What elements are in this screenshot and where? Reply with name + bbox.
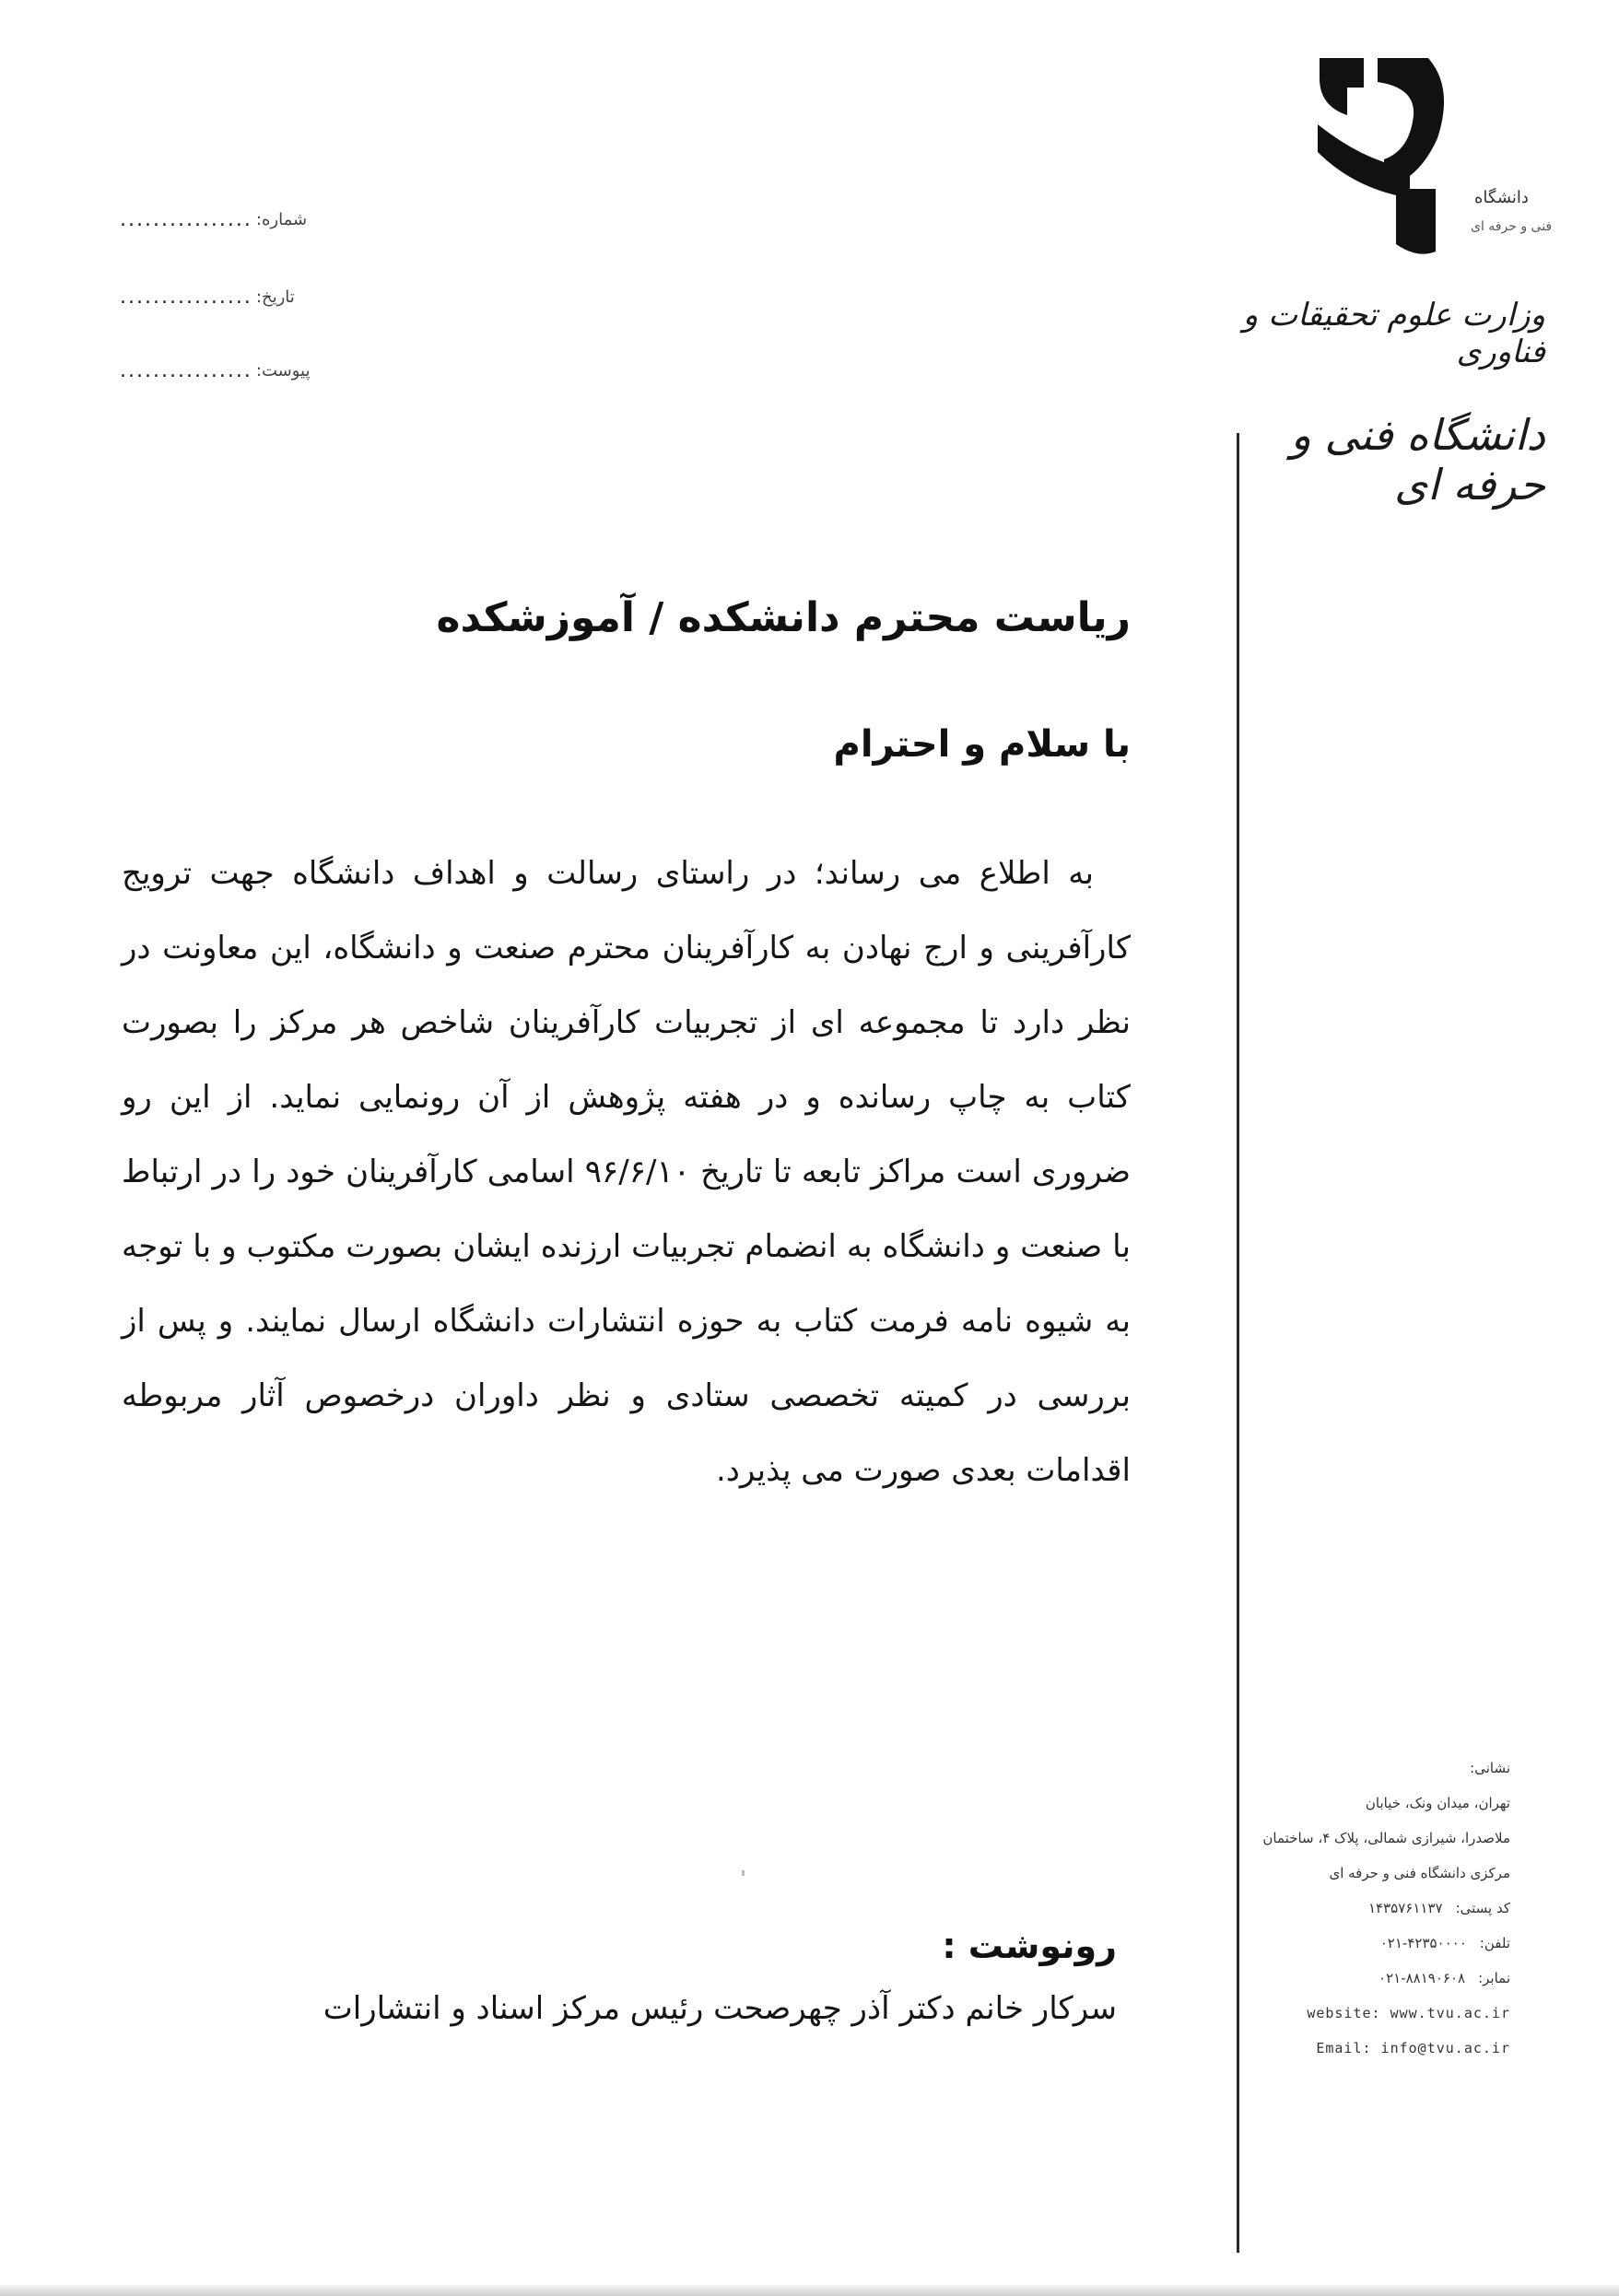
cc-label: رونوشت :: [942, 1926, 1117, 1966]
letter-body: به اطلاع می رساند؛ در راستای رسالت و اهداف دانشگاه جهت ترویج کارآفرینی و ارج نهادن به کارآفرینان محترم صنعت و دانشگاه، این معاونت در نظر دارد تا مجموعه ای از تجربیات کارآفرینان شاخص هر مرکز را بصورت کتاب به چاپ رسانده و در هفته پژوهش از آن رونمایی نماید. از این رو ضروری است مراکز تابعه تا تاریخ ۹۶/۶/۱۰ اسامی کارآفرینان خود را در ارتباط با صنعت و دانشگاه به انضمام تجربیات ارزنده ایشان بصورت مکتوب و با توجه به شیوه نامه فرمت کتاب به حوزه انتشارات دانشگاه ارسال نمایند. و پس از بررسی در کمیته تخصصی ستادی و نظر داوران درخصوص آثار مربوطه اقدامات بعدی صورت می پذیرد.: [122, 855, 1132, 1489]
university-name: دانشگاه فنی و حرفه ای: [1290, 410, 1545, 510]
number-label: شماره:: [255, 209, 308, 229]
scan-speck: [742, 1870, 745, 1876]
address-label: نشانی:: [1470, 1760, 1510, 1776]
postal-code-row: [1234, 1891, 1510, 1926]
letter-attachment-field: [120, 352, 313, 389]
phone-number: ۰۲۱-۴۲۳۵۰۰۰۰: [1379, 1935, 1467, 1951]
number-placeholder: ................: [120, 207, 252, 231]
attachment-placeholder: ................: [120, 358, 252, 382]
address-line: ملاصدرا، شیرازی شمالی، پلاک ۴، ساختمان: [1262, 1830, 1510, 1846]
letter-date-field: [120, 278, 313, 315]
cc-recipient: سرکار خانم دکتر آذر چهرصحت رئیس مرکز اسناد و انتشارات: [323, 1990, 1117, 2027]
address-line: مرکزی دانشگاه فنی و حرفه ای: [1329, 1865, 1510, 1881]
page-bottom-edge: [0, 2285, 1619, 2296]
svg-text:دانشگاه: دانشگاه: [1474, 188, 1529, 207]
ministry-name: وزارت علوم تحقیقات و فناوری: [1242, 297, 1545, 370]
date-label: تاریخ:: [255, 287, 295, 307]
svg-text:فنی و حرفه ای: فنی و حرفه ای: [1471, 219, 1553, 234]
postal-code: ۱۴۳۵۷۶۱۱۳۷: [1368, 1900, 1443, 1916]
attachment-label: پیوست:: [255, 360, 311, 381]
website-link: website: www.tvu.ac.ir: [1307, 2005, 1510, 2021]
addressee-heading: ریاست محترم دانشکده / آموزشکده: [436, 594, 1131, 641]
letter-number-field: [120, 201, 313, 238]
email-address: Email: info@tvu.ac.ir: [1316, 2040, 1510, 2056]
greeting-line: با سلام و احترام: [833, 723, 1131, 766]
fax-label: نمابر:: [1478, 1970, 1510, 1986]
fax-number: ۰۲۱-۸۸۱۹۰۶۰۸: [1378, 1970, 1466, 1986]
university-logo-icon: [1299, 51, 1553, 263]
phone-label: تلفن:: [1479, 1935, 1510, 1951]
address-line: تهران، میدان ونک، خیابان: [1365, 1795, 1510, 1811]
postal-label: کد پستی:: [1455, 1900, 1510, 1916]
date-placeholder: ................: [120, 285, 252, 309]
fax-row: [1234, 1961, 1510, 1996]
contact-block: [1234, 1751, 1510, 2066]
phone-row: [1234, 1926, 1510, 1961]
